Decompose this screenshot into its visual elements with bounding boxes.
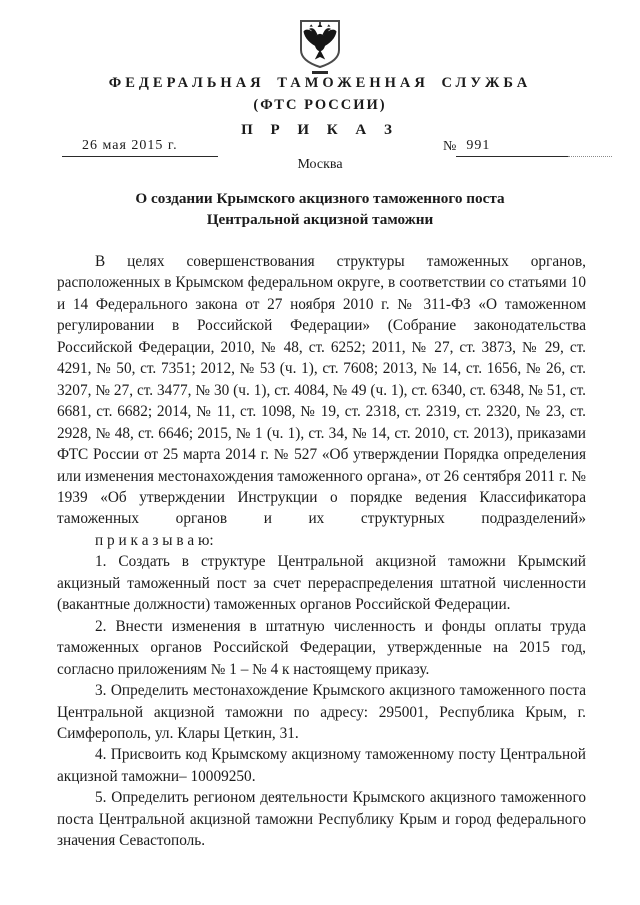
org-abbreviation: (ФТС РОССИИ)	[253, 97, 387, 113]
doc-number-field	[443, 138, 612, 156]
letterhead-emblem	[0, 19, 640, 74]
doc-date-field	[62, 138, 218, 157]
date-number-row	[0, 138, 640, 158]
doc-type-heading: П Р И К А З	[241, 122, 399, 138]
doc-city: Москва	[297, 157, 343, 172]
coat-of-arms-icon	[297, 19, 343, 69]
order-item-3: 3. Определить местонахождение Крымского акцизного таможенного поста Центральной акцизной таможни по адресу: 295001, Республика Крым, г. Симферополь, ул. Клары Цеткин, 31.	[57, 682, 586, 742]
doc-number-label: №	[443, 139, 457, 154]
prikaz-keyword: п р и к а з ы в а ю:	[95, 531, 214, 549]
doc-title-line1: О создании Крымского акцизного таможенного поста	[135, 190, 505, 207]
doc-number: 991	[456, 138, 568, 157]
emblem-underline	[312, 71, 328, 74]
order-item-5: 5. Определить регионом деятельности Крымского акцизного таможенного поста Центральной акцизной таможни Республику Крым и город федерального значения Севастополь.	[57, 789, 586, 850]
doc-body	[57, 251, 586, 852]
order-item-1: 1. Создать в структуре Центральной акцизной таможни Крымский акцизный таможенный пост за счет перераспределения штатной численности (вакантные должности) таможенных органов Российской Федерации.	[57, 553, 586, 614]
preamble-paragraph: В целях совершенствования структуры таможенных органов, расположенных в Крымском федеральном округе, в соответствии со статьями 10 и 14 Федерального закона от 27 ноября 2010 г. № 311-ФЗ «О таможенном регулировании в Российской Федерации» (Собрание законодательства Российской Федерации, 2010, № 48, ст. 6252; 2011, № 27, ст. 3873, № 29, ст. 4291, № 50, ст. 7351; 2012, № 53 (ч. 1), ст. 7608; 2013, № 14, ст. 1656, № 26, ст. 3207, № 27, ст. 3477, № 30 (ч. 1), ст. 4084, № 49 (ч. 1), ст. 6340, ст. 6348, № 51, ст. 6681, ст. 6682; 2014, № 11, ст. 1098, № 19, ст. 2318, ст. 2319, ст. 2320, № 23, ст. 2928, № 48, ст. 6646; 2015, № 1 (ч. 1), ст. 34, № 14, ст. 2010, ст. 2013), приказами ФТС России от 25 марта 2014 г. № 527 «Об утверждении Порядка определения или изменения местонахождения таможенного органа», от 26 сентября 2011 г. № 1939 «Об утверждении Инструкции о порядке ведения Классификатора таможенных органов и их структурных подразделений»	[57, 253, 586, 528]
doc-title-line2: Центральной акцизной таможни	[206, 211, 434, 228]
doc-date: 26 мая 2015 г.	[82, 138, 178, 153]
org-name: ФЕДЕРАЛЬНАЯ ТАМОЖЕННАЯ СЛУЖБА	[108, 75, 532, 91]
order-item-4: 4. Присвоить код Крымскому акцизному таможенному посту Центральной акцизной таможни– 10009250.	[57, 746, 586, 785]
doc-number-dotted-line	[568, 138, 612, 157]
doc-title	[0, 188, 640, 230]
order-item-2: 2. Внести изменения в штатную численность и фонды оплаты труда таможенных органов Российской Федерации, утвержденные на 2015 год, согласно приложениям № 1 – № 4 к настоящему приказу.	[57, 617, 586, 678]
